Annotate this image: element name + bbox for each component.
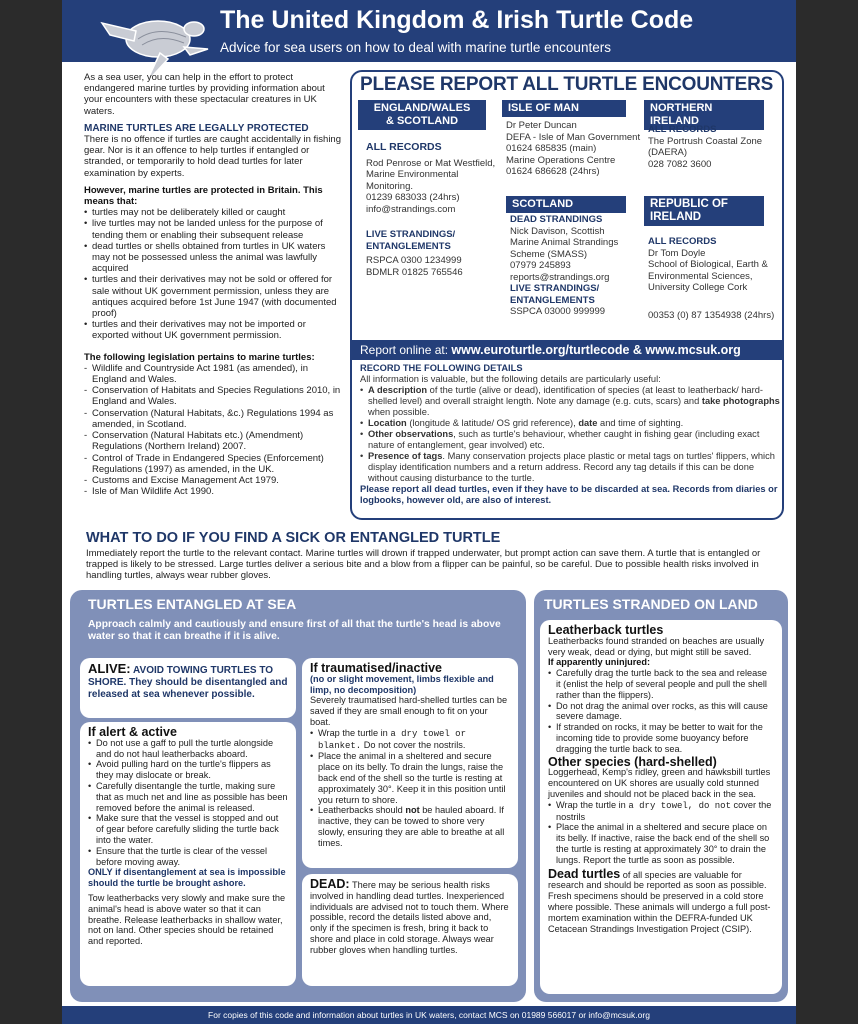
record-note: Please report all dead turtles, even if they have to be discarded at sea. Records from diaries or logbooks, however old, are also of interest. [360,484,778,505]
list-item: • Carefully drag the turtle back to the sea and release it (enlist the help of several people and pull the shell rather than the flippers). [548,668,774,700]
alert-only: ONLY if disentanglement at sea is impossible should the turtle be brought ashore. [88,867,286,889]
england-contact [366,142,498,278]
isle-of-man-contact [506,120,646,178]
list-item: - Control of Trade in Endangered Species (Enforcement) Regulations (1997) as amended, in the UK. [84,453,342,475]
list-item: • live turtles may not be landed unless for the purpose of tending them or enabling their subsequent release [84,218,342,240]
other-species-text: Loggerhead, Kemp's ridley, green and hawksbill turtles encountered on UK shores are usually cold stunned juveniles and should not be placed back in the sea. [548,767,771,799]
iom-line: Marine Operations Centre [506,154,616,166]
protected-list [84,207,342,341]
england-label [358,100,486,130]
scotland-email[interactable]: reports@strandings.org [510,271,610,283]
list-item: • Presence of tags. Many conservation projects place plastic or metal tags on turtles' flippers, which display identification numbers and a return address. Record any tag details if this can be done without causing disturbance to the turtle. [360,451,780,484]
other-species-title: Other species (hard-shelled) [548,754,717,769]
ireland-label-line: REPUBLIC OF [650,198,728,210]
list-item: • Wrap the turtle in a dry towel, do not cover the nostrils [548,800,774,823]
trauma-list [310,728,510,849]
scotland-contact [510,214,636,318]
online-urls-link[interactable]: www.euroturtle.org/turtlecode & www.mcsuk.org [451,343,741,357]
ireland-line: Dr Tom Doyle [648,247,706,259]
scotland-dead-heading: DEAD STRANDINGS [510,214,603,225]
trauma-title: If traumatised/inactive [310,661,442,675]
alert-list [88,738,288,868]
list-item: • turtles may not be deliberately killed or caught [84,207,342,218]
traumatised-card [302,658,518,868]
list-item: - Customs and Excise Management Act 1979. [84,475,342,486]
list-item: • turtles and their derivatives may not be imported or exported without UK government permission. [84,319,342,341]
stranded-title: TURTLES STRANDED ON LAND [544,596,758,612]
list-item: - Conservation (Natural Habitats etc.) (Amendment) Regulations (Northern Ireland) 2007. [84,430,342,452]
page-subtitle: Advice for sea users on how to deal with marine turtle encounters [220,40,611,55]
scotland-label: SCOTLAND [506,196,626,213]
entangled-title: TURTLES ENTANGLED AT SEA [88,596,297,612]
footer-bar: For copies of this code and information about turtles in UK waters, contact MCS on 01989 566017 or info@mcsuk.org [62,1006,796,1024]
iom-line: Dr Peter Duncan [506,120,577,131]
iom-line: 01624 686628 (24hrs) [506,166,600,177]
england-contact-name: Rod Penrose or Mat Westfield, Marine Environmental Monitoring. [366,157,496,192]
stranded-panel [534,590,788,1002]
list-item: • Place the animal in a sheltered and secure place on its belly. To drain the lungs, raise the back end of the shell so the turtle is resting at approximately 30°. Keep it in this position until you return to shore. [310,751,510,805]
entangled-intro: Approach calmly and cautiously and ensure first of all that the turtle's head is above water so that it can breathe if it is alive. [88,619,501,642]
england-label-line: & SCOTLAND [385,115,459,127]
leatherback-text: Leatherbacks found stranded on beaches are usually very weak, dead or dying, but might still be saved. [548,635,765,657]
list-item: • dead turtles or shells obtained from turtles in UK waters may not be possessed unless the animal was lawfully acquired [84,241,342,275]
record-details [360,363,780,506]
what-to-do-body: Immediately report the turtle to the relevant contact. Marine turtles will drown if trapped underwater, but prompt action can save them. A turtle that is entangled or trapped is likely to be stressed. Large turtles deliver a serious bite and a blow from a flipper can be painful, so be careful. Due to possible health risks involved in handling turtles, always wear rubber gloves. [86,548,761,582]
trauma-text: Severely traumatised hard-shelled turtles can be saved if they are small enough to fit on your boat. [310,695,508,727]
england-live-heading: LIVE STRANDINGS/ ENTANGLEMENTS [366,229,456,252]
uninjured-heading: If apparently uninjured: [548,657,651,668]
turtle-code-page [62,0,796,1024]
england-label-line: ENGLAND/WALES [373,102,471,114]
england-phone: 01239 683033 (24hrs) [366,192,460,203]
alert-tow: Tow leatherbacks very slowly and make sure the animal's head is above water so that it can breathe. Release leatherbacks in shallow water, not on land. Other species should be retained and reported. [88,892,286,947]
entangled-panel [70,590,526,1002]
protected-heading: However, marine turtles are protected in Britain. This means that: [84,184,323,208]
online-prefix: Report online at: [360,343,449,357]
intro-text: As a sea user, you can help in the effort to protect endangered marine turtles by providing information about your encounters with these spectacular creatures in UK waters. [84,72,325,117]
what-to-do-title: WHAT TO DO IF YOU FIND A SICK OR ENTANGLED TURTLE [86,530,501,546]
ireland-all-records: ALL RECORDS [648,236,717,247]
alive-card [80,658,296,718]
england-all-records: ALL RECORDS [366,141,442,153]
list-item: • Ensure that the turtle is clear of the vessel before moving away. [88,846,288,868]
alert-card [80,722,296,986]
dead-title: DEAD: [310,877,350,891]
stranded-card [540,620,782,994]
other-species-list [548,800,774,866]
list-item: • Do not use a gaff to pull the turtle alongside and do not haul leatherbacks aboard. [88,738,288,760]
list-item: • A description of the turtle (alive or dead), identification of species (at least to leatherback/ hard-shelled level) and overall straight length. Note any damage (e.g. cuts, scars) and take photographs when possible. [360,385,780,418]
ni-all-records: ALL RECORDS [648,124,717,135]
list-item: • Location (longitude & latitude/ OS grid reference), date and time of sighting. [360,418,780,429]
legal-heading: MARINE TURTLES ARE LEGALLY PROTECTED [84,122,309,134]
legal-text: There is no offence if turtles are caught accidentally in fishing gear. Nor is it an offence to help turtles if entangled or stranded, or temporarily to hold dead turtles for later examination by experts. [84,134,341,179]
dead-card [302,874,518,986]
england-bdmlr: BDMLR 01825 765546 [366,266,463,278]
scotland-sspca: SSPCA 03000 999999 [510,306,606,317]
list-item: • Make sure that the vessel is stopped and out of gear before carefully sliding the turtle back into the water. [88,813,288,845]
list-item: • Carefully disentangle the turtle, making sure that as much net and line as possible has been removed before the animal is released. [88,781,288,813]
alert-title: If alert & active [88,725,177,739]
northern-ireland-label: NORTHERN IRELAND [644,100,764,130]
record-heading: RECORD THE FOLLOWING DETAILS [360,363,523,373]
report-title: PLEASE REPORT ALL TURTLE ENCOUNTERS [360,74,774,95]
ireland-phone: 00353 (0) 87 1354938 (24hrs) [648,309,775,321]
iom-line: DEFA - Isle of Man Government [506,131,641,143]
report-box [350,70,784,520]
list-item: - Isle of Man Wildlife Act 1990. [84,486,342,497]
list-item: • Do not drag the animal over rocks, as this will cause severe damage. [548,701,774,723]
scotland-line: Nick Davison, Scottish Marine Animal Strandings Scheme (SMASS) [510,225,619,260]
northern-ireland-contact [648,124,780,170]
leatherback-title: Leatherback turtles [548,623,664,637]
alive-title: ALIVE: [88,661,131,676]
scotland-phone: 07979 245893 [510,260,571,271]
dead-turtles-title: Dead turtles [548,866,621,881]
ireland-label-line: IRELAND [650,211,702,223]
report-online-bar [352,340,784,360]
ni-line: The Portrush Coastal Zone (DAERA) [648,135,763,158]
ireland-contact [648,236,782,321]
england-rspca: RSPCA 0300 1234999 [366,255,462,266]
dead-turtles-text: of all species are valuable for research and should be reported as soon as possible. Fresh specimens should be preserved in a cold store where possible. These animals will undergo a full post-mortem examination within the DEFRA-funded UK Cetacean Strandings Investigation Project (CSIP). [548,869,771,934]
page-title: The United Kingdom & Irish Turtle Code [220,6,694,34]
alive-text: AVOID TOWING TURTLES TO SHORE. They should be disentangled and released at sea whenever possible. [88,665,288,700]
ireland-line: School of Biological, Earth & Environmental Sciences, University College Cork [648,259,768,293]
legislation-heading: The following legislation pertains to marine turtles: [84,351,315,363]
list-item: • turtles and their derivatives may not be sold or offered for sale without UK government permission, unless they are antiques acquired before 1st June 1947 (with documented proof) [84,274,342,319]
list-item: - Conservation (Natural Habitats, &c.) Regulations 1994 as amended, in Scotland. [84,408,342,430]
record-list [360,385,780,484]
list-item: • Avoid pulling hard on the turtle's flippers as they may dislocate or break. [88,759,288,781]
list-item: • Leatherbacks should not be hauled aboard. If inactive, they can be towed to shore very slowly, ensuring they are able to breathe at all times. [310,805,510,848]
ireland-label [644,196,764,226]
iom-line: 01624 685835 (main) [506,143,597,154]
list-item: - Conservation of Habitats and Species Regulations 2010, in England and Wales. [84,385,342,407]
ni-phone: 028 7082 3600 [648,158,712,170]
list-item: • Place the animal in a sheltered and secure place on its belly. If inactive, raise the back end of the shell so the turtle is resting at approximately 30° to drain the lungs. Report the turtle as soon as possible. [548,822,774,865]
list-item: • Other observations, such as turtle's behaviour, whether caught in fishing gear (including exact nature of entanglement, gear involved) etc. [360,429,780,451]
record-intro: All information is valuable, but the following details are particularly useful: [360,374,661,384]
legislation-list [84,363,342,497]
england-email[interactable]: info@strandings.com [366,203,456,215]
header-banner [62,0,796,62]
intro-column [84,72,342,497]
dead-text: There may be serious health risks involved in handling dead turtles. Inexperienced individuals are advised not to touch them. Where possible, record the details listed above and, only if the specimen is fresh, bring it back to shore and place in cold storage. Always wear rubber gloves when handling turtles. [310,880,509,955]
isle-of-man-label: ISLE OF MAN [502,100,626,117]
scotland-live-heading: LIVE STRANDINGS/ ENTANGLEMENTS [510,283,600,306]
list-item: • Wrap the turtle in a dry towel or blanket. Do not cover the nostrils. [310,728,510,752]
list-item: • If stranded on rocks, it may be better to wait for the incoming tide to provide some buoyancy before dragging the turtle back to sea. [548,722,774,754]
leatherback-list [548,668,774,754]
trauma-sub: (no or slight movement, limbs flexible and limp, no decomposition) [310,673,494,695]
list-item: - Wildlife and Countryside Act 1981 (as amended), in England and Wales. [84,363,342,385]
